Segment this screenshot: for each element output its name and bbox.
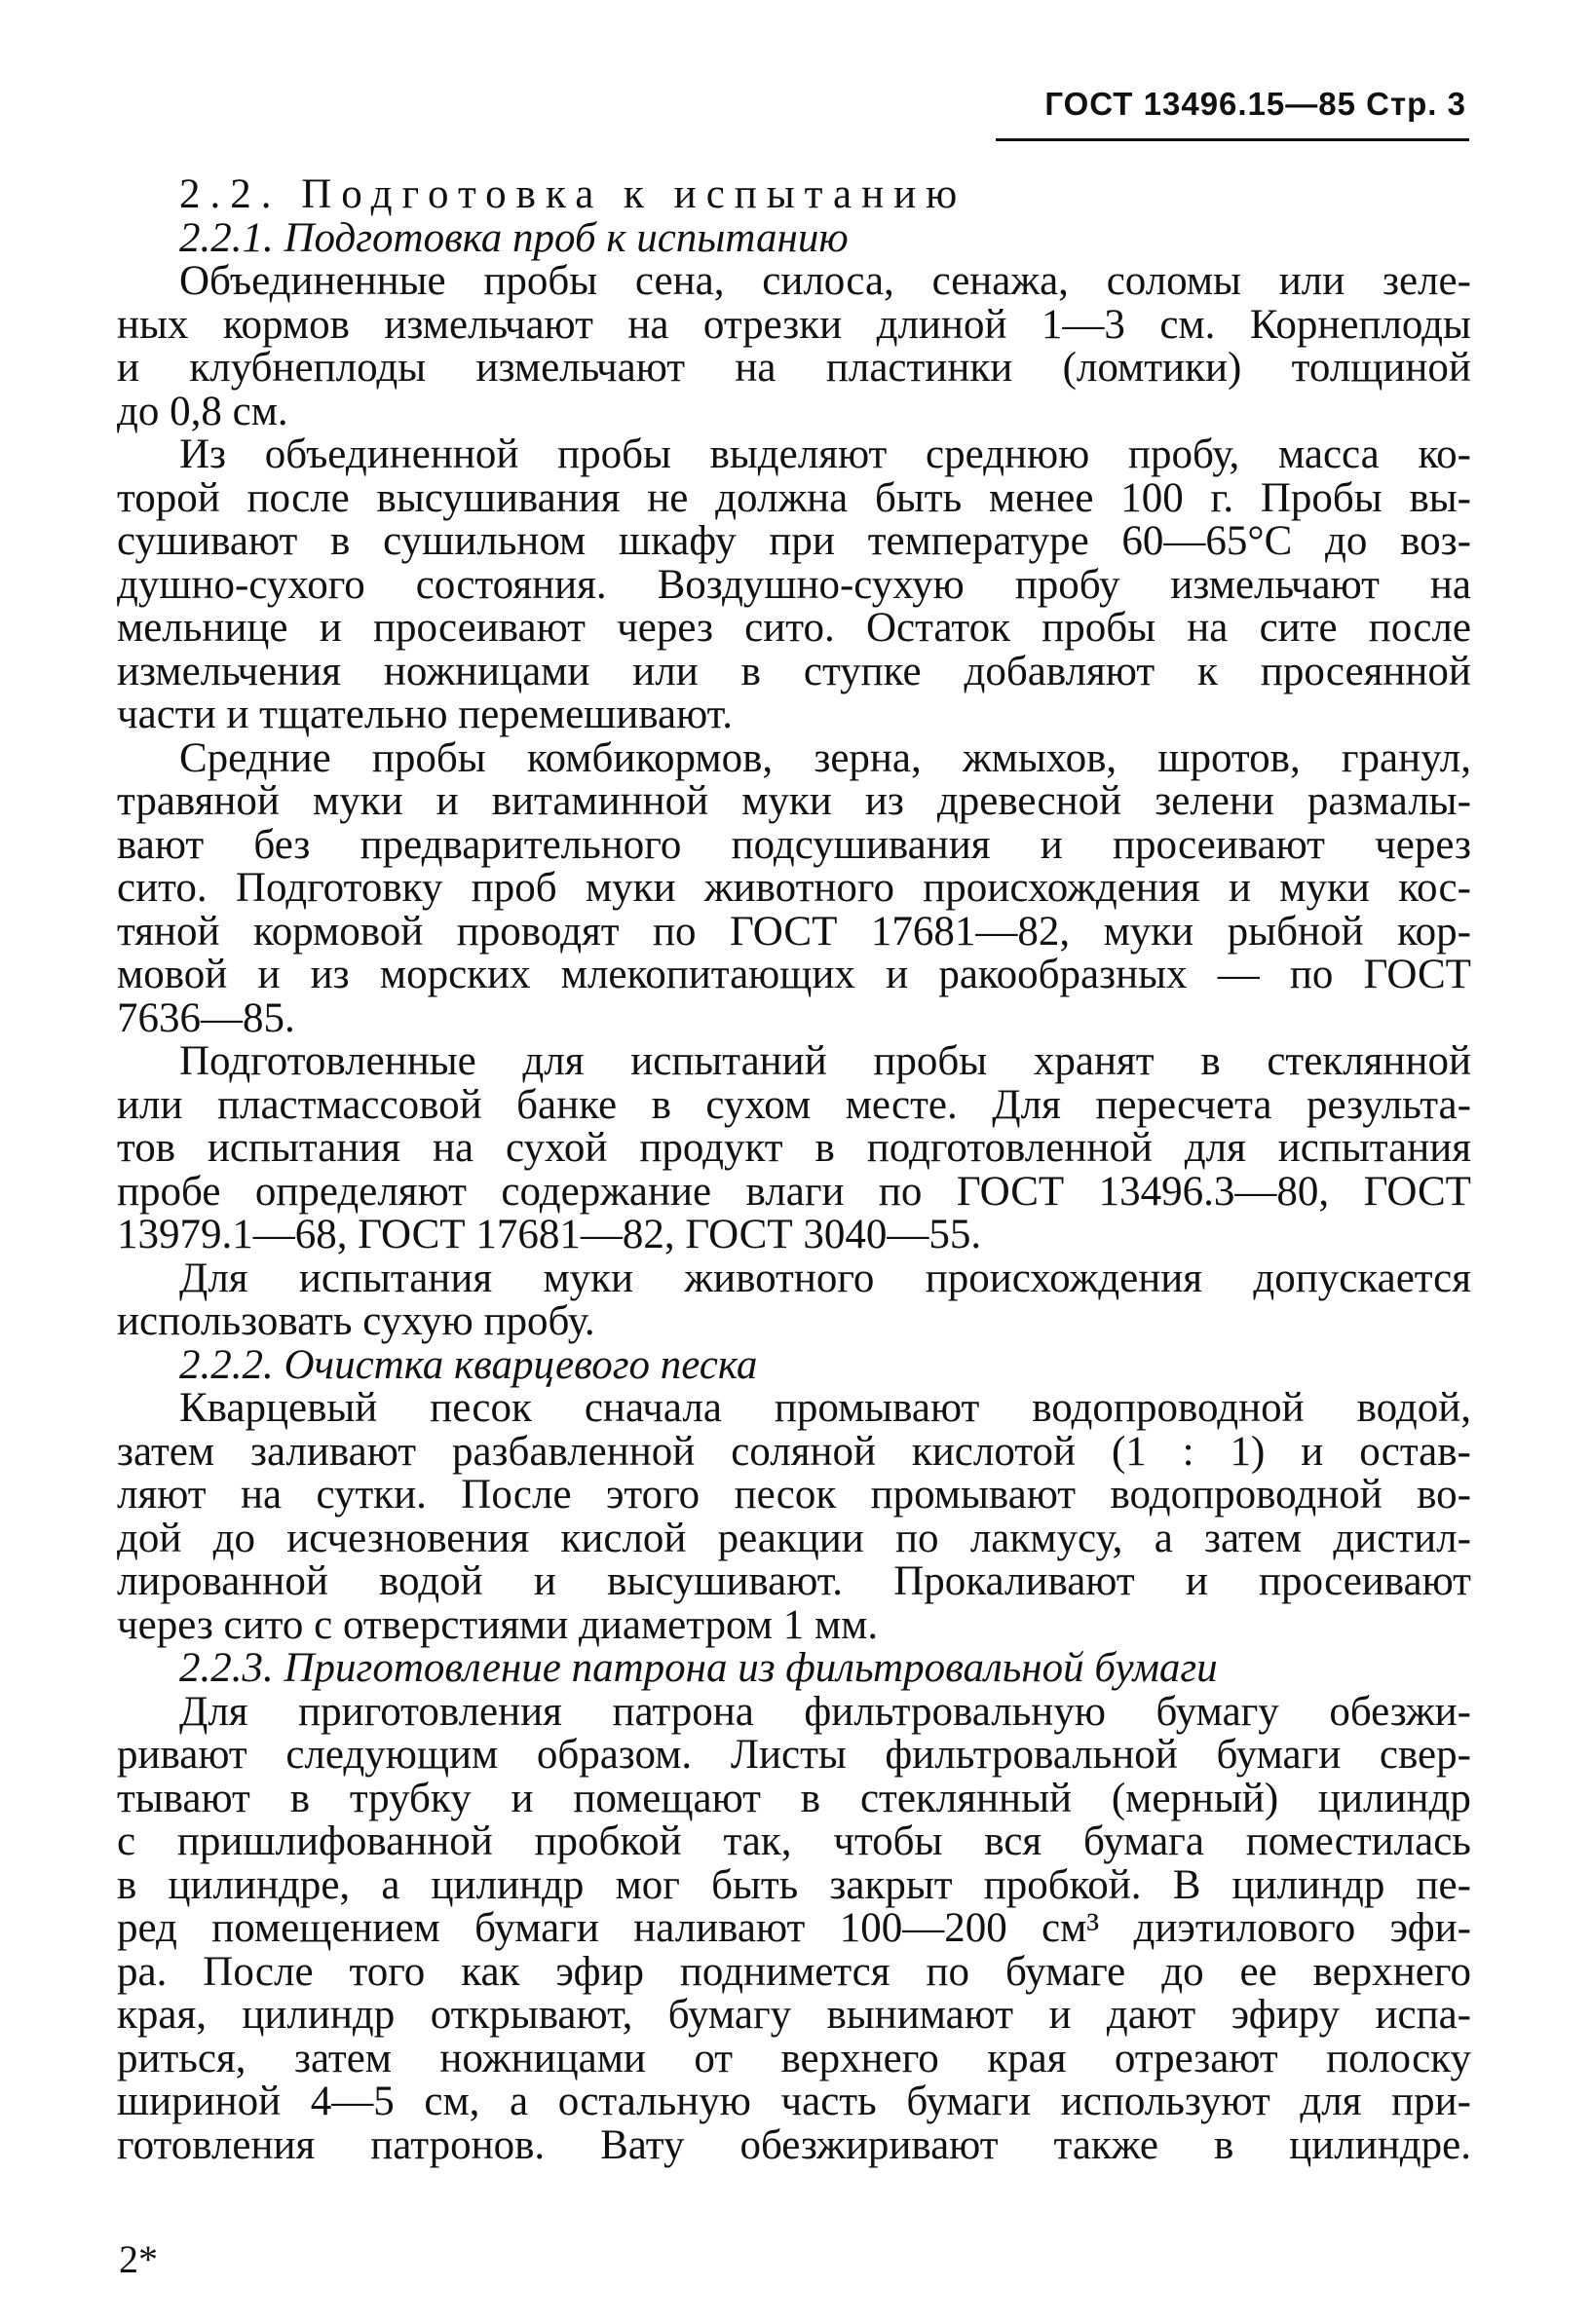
header-rule <box>996 138 1469 141</box>
subsection-heading: 2.2.1. Подготовка проб к испытанию <box>179 214 849 261</box>
text-line: с пришлифованной пробкой так, чтобы вся бумага поместилась <box>117 1818 1471 1864</box>
page-mark: 2* <box>119 2237 158 2281</box>
text-line: Из объединенной пробы выделяют среднюю пробу, масса ко- <box>179 431 1471 477</box>
text-line: вают без предварительного подсушивания и просеивают через <box>117 821 1471 868</box>
text-line: до 0,8 см. <box>117 388 288 434</box>
text-line: Для испытания муки животного происхождения допускается <box>179 1255 1471 1301</box>
text-line: сито. Подготовку проб муки животного происхождения и муки кос- <box>117 865 1471 911</box>
text-line: ных кормов измельчают на отрезки длиной 1—3 см. Корнеплоды <box>117 301 1471 348</box>
text-line: Подготовленные для испытаний пробы хранят в стеклянной <box>179 1038 1471 1084</box>
subsection-heading: 2.2.3. Приготовление патрона из фильтровальной бумаги <box>179 1645 1218 1691</box>
text-line: риться, затем ножницами от верхнего края отрезают полоску <box>117 2035 1471 2081</box>
subsection-heading: 2.2.2. Очистка кварцевого песка <box>179 1341 758 1388</box>
text-line: тяной кормовой проводят по ГОСТ 17681—82, муки рыбной кор- <box>117 908 1471 955</box>
text-line: торой после высушивания не должна быть менее 100 г. Пробы вы- <box>117 474 1471 521</box>
text-line: душно-сухого состояния. Воздушно-сухую пробу измельчают на <box>117 561 1471 608</box>
text-line: ляют на сутки. После этого песок промывают водопроводной во- <box>117 1472 1471 1518</box>
text-line: готовления патронов. Вату обезжиривают также в цилиндре. <box>117 2121 1471 2168</box>
text-line: и клубнеплоды измельчают на пластинки (ломтики) толщиной <box>117 345 1471 391</box>
text-line: края, цилиндр открывают, бумагу вынимают и дают эфиру испа- <box>117 1992 1471 2038</box>
text-line: шириной 4—5 см, а остальную часть бумаги используют для при- <box>117 2079 1471 2124</box>
text-line: части и тщательно перемешивают. <box>117 692 733 737</box>
text-line: ра. После того как эфир поднимется по бумаге до ее верхнего <box>117 1948 1471 1995</box>
text-line: измельчения ножницами или в ступке добавляют к просеянной <box>117 648 1471 694</box>
text-line: 7636—85. <box>117 994 295 1041</box>
text-line: лированной водой и высушивают. Прокаливают и просеивают <box>117 1558 1471 1604</box>
text-line: сушивают в сушильном шкафу при температуре 60—65°С до воз- <box>117 518 1471 564</box>
page-header: ГОСТ 13496.15—85 Стр. 3 <box>1044 86 1466 122</box>
section-heading: 2.2. Подготовка к испытанию <box>179 171 967 217</box>
text-line: использовать сухую пробу. <box>117 1298 595 1344</box>
text-line: дой до исчезновения кислой реакции по лакмусу, а затем дистил- <box>117 1515 1471 1561</box>
text-line: пробе определяют содержание влаги по ГОСТ 13496.3—80, ГОСТ <box>117 1168 1471 1215</box>
text-line: ривают следующим образом. Листы фильтровальной бумаги свер- <box>117 1732 1471 1778</box>
text-line: затем заливают разбавленной соляной кислотой (1 : 1) и остав- <box>117 1428 1471 1475</box>
text-line: или пластмассовой банке в сухом месте. Для пересчета результа- <box>117 1081 1471 1128</box>
text-line: Средние пробы комбикормов, зерна, жмыхов, шротов, гранул, <box>179 734 1471 781</box>
text-line: тов испытания на сухой продукт в подготовленной для испытания <box>117 1125 1471 1171</box>
text-line: Кварцевый песок сначала промывают водопроводной водой, <box>179 1385 1471 1431</box>
text-line: 13979.1—68, ГОСТ 17681—82, ГОСТ 3040—55. <box>117 1212 982 1257</box>
text-line: через сито с отверстиями диаметром 1 мм. <box>117 1601 879 1648</box>
body-text <box>117 173 1471 2167</box>
text-line: в цилиндре, а цилиндр мог быть закрыт пробкой. В цилиндр пе- <box>117 1861 1471 1908</box>
text-line: мовой и из морских млекопитающих и ракообразных — по ГОСТ <box>117 952 1471 997</box>
text-line: тывают в трубку и помещают в стеклянный (мерный) цилиндр <box>117 1775 1471 1821</box>
text-line: Объединенные пробы сена, силоса, сенажа, соломы или зеле- <box>179 258 1471 304</box>
text-line: ред помещением бумаги наливают 100—200 см³ диэтилового эфи- <box>117 1905 1471 1951</box>
text-line: мельнице и просеивают через сито. Остаток пробы на сите после <box>117 605 1471 651</box>
text-line: Для приготовления патрона фильтровальную бумагу обезжи- <box>179 1688 1471 1735</box>
text-line: травяной муки и витаминной муки из древесной зелени размалы- <box>117 778 1471 824</box>
